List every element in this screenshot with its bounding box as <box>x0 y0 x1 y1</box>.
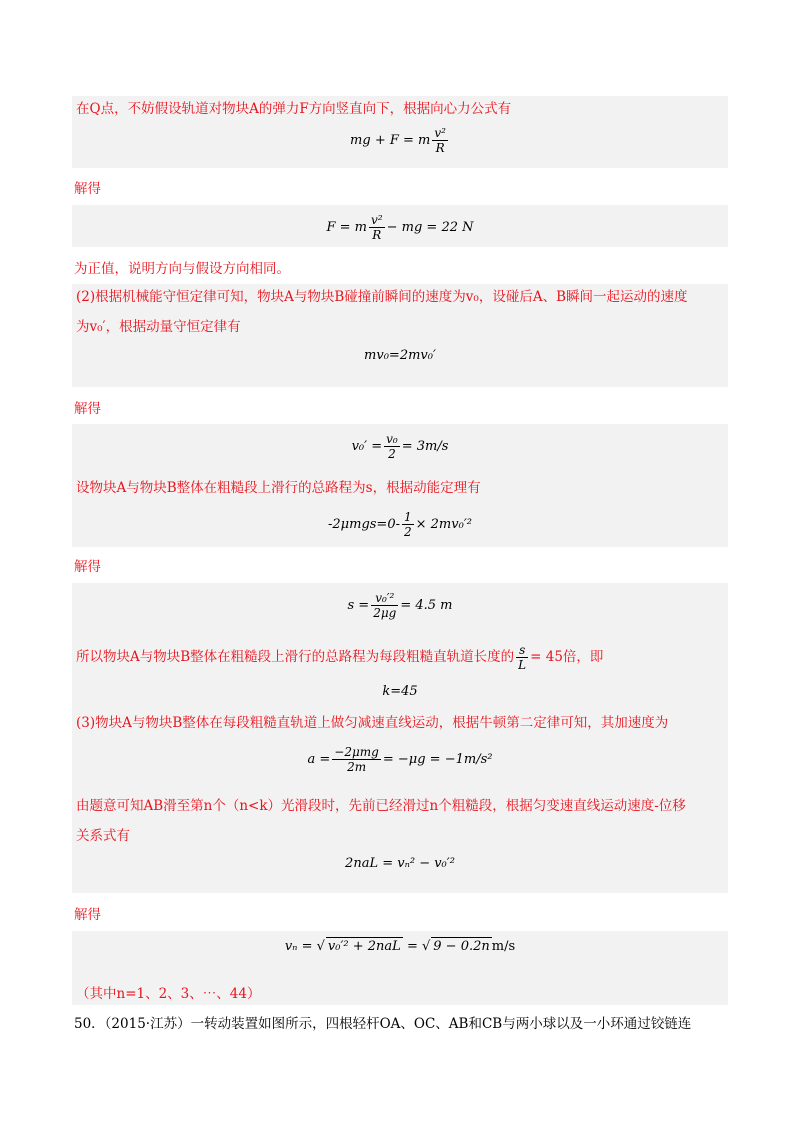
text-line: (2)根据机械能守恒定律可知，物块A与物块B碰撞前瞬间的速度为v₀，设碰后A、B瞬间一起运动的速度 <box>76 289 688 305</box>
text-line: 设物块A与物块B整体在粗糙段上滑行的总路程为s，根据动能定理有 <box>76 480 481 496</box>
equation-vn: vₙ = √ v₀′² + 2naL = √ 9 − 0.2n m/s <box>284 939 516 954</box>
question-50: 50．（2015·江苏）一转动装置如图所示，四根轻杆OA、OC、AB和CB与两小球以及一小环通过铰链连 <box>74 1016 692 1032</box>
text-positive: 为正值，说明方向与假设方向相同。 <box>74 261 290 277</box>
label-jiede-1: 解得 <box>74 181 101 197</box>
text-note: （其中n=1、2、3、⋯、44） <box>76 986 261 1002</box>
label-jiede-3: 解得 <box>74 559 101 575</box>
solution-block-5 <box>72 931 728 1005</box>
equation-distance: s = $\frac{\text{v₀′²}}{2\mu g}$ = 4.5 m <box>347 591 453 620</box>
equation-centripetal: mg + F = m $\frac{\text{v²}}{R}$ <box>350 126 446 155</box>
text-line: 为v₀′，根据动量守恒定律有 <box>76 319 241 335</box>
equation-velocity: v₀′ = $\frac{\text{v₀}}{2}$ = 3m/s <box>351 432 449 461</box>
equation-kinematics: 2naL = vₙ² − v₀′² <box>345 856 455 871</box>
equation-force: F = m $\frac{\text{v²}}{R}$ − mg = 22 N <box>326 213 474 242</box>
label-jiede-2: 解得 <box>74 401 101 417</box>
equation-momentum: mv₀=2mv₀′ <box>364 348 436 363</box>
solution-block-1 <box>72 96 728 168</box>
text-line-ratio: 所以物块A与物块B整体在粗糙段上滑行的总路程为每段粗糙直轨道长度的 $\frac{s}{L}$ = 45倍，即 <box>76 643 604 672</box>
text-line: 关系式有 <box>76 828 130 844</box>
equation-block-2 <box>72 205 728 247</box>
solution-block-part2 <box>72 284 728 387</box>
equation-acceleration: a = $\frac{\text{−2μmg}}{2m}$ = −μg = −1m/s² <box>307 745 493 774</box>
equation-k: k=45 <box>382 684 418 699</box>
text-line: 在Q点，不妨假设轨道对物块A的弹力F方向竖直向下，根据向心力公式有 <box>76 101 512 117</box>
equation-energy: -2μmgs=0- $\frac{1}{2}$ × 2mv₀′² <box>328 510 472 539</box>
text-line: (3)物块A与物块B整体在每段粗糙直轨道上做匀减速直线运动，根据牛顿第二定律可知，其加速度为 <box>76 715 669 731</box>
label-jiede-4: 解得 <box>74 907 101 923</box>
text-line: 由题意可知AB滑至第n个（n<k）光滑段时，先前已经滑过n个粗糙段，根据匀变速直线运动速度-位移 <box>76 798 686 814</box>
solution-block-4 <box>72 583 728 893</box>
solution-block-3 <box>72 424 728 547</box>
